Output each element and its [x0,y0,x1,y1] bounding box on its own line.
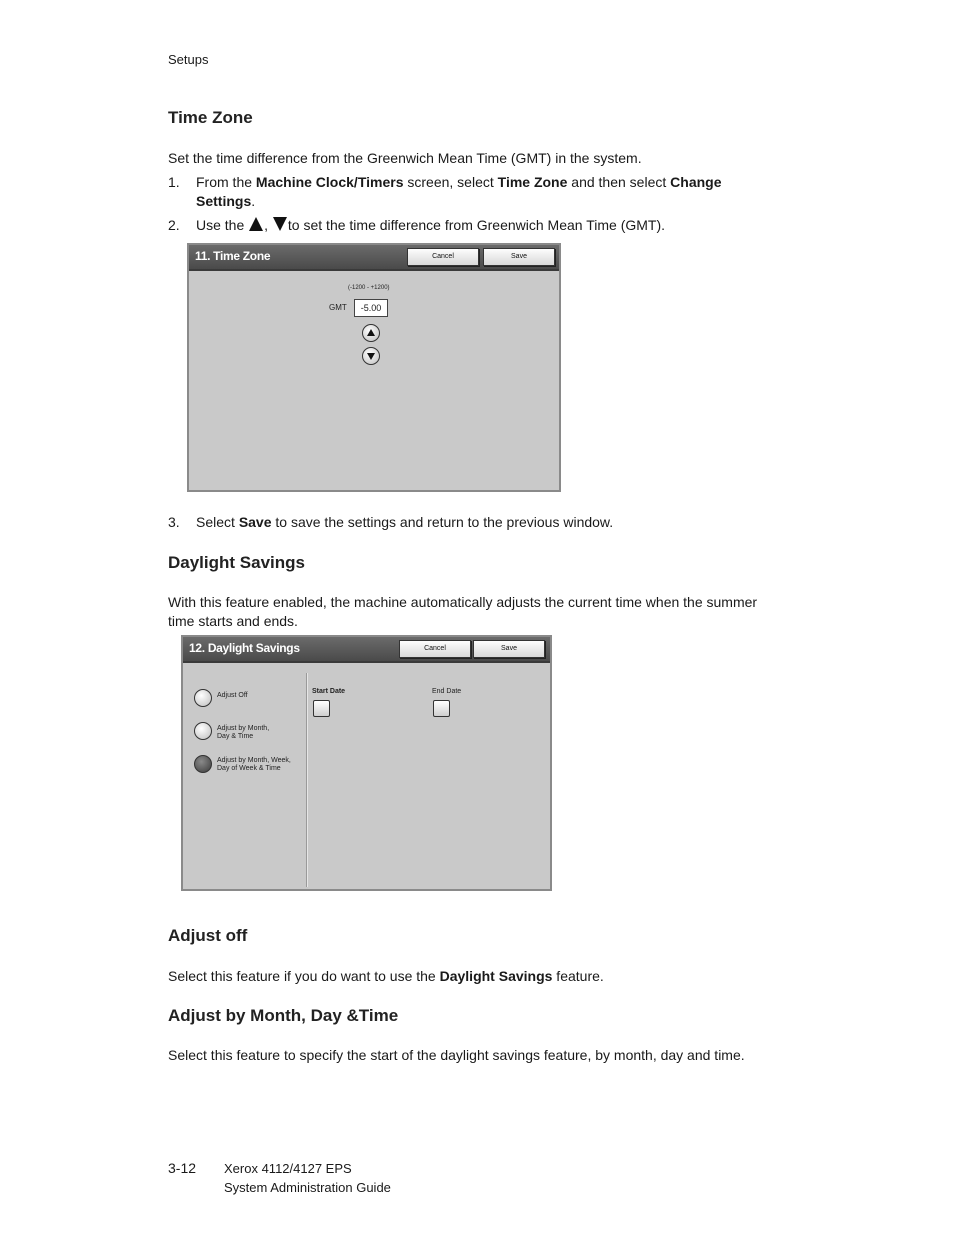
screen-title-bar [183,637,550,663]
panel-divider [306,673,307,887]
product-name: Xerox 4112/4127 EPS [224,1161,352,1176]
gmt-value-field[interactable]: -5.00 [354,299,388,317]
guide-name: System Administration Guide [224,1180,391,1195]
step-text: Use the , to set the time difference from Greenwich Mean Time (GMT). [196,217,666,233]
down-arrow-icon [366,351,376,361]
daylight-savings-screen [181,635,552,891]
cancel-button[interactable]: Cancel [399,640,471,658]
cancel-button[interactable]: Cancel [407,248,479,266]
gmt-label: GMT [329,303,347,312]
adjust-off-text: Select this feature if you do want to use the Daylight Savings feature. [168,968,604,984]
up-arrow-icon [366,328,376,338]
step-text: Select Save to save the settings and return to the previous window. [196,514,614,530]
end-date-label: End Date [432,688,462,695]
adjust-month-week-radio[interactable] [194,755,212,773]
screen-title-bar [189,245,559,271]
up-arrow-icon [248,216,264,232]
save-button[interactable]: Save [483,248,555,266]
end-date-button[interactable] [433,700,450,717]
time-zone-intro: Set the time difference from the Greenwich Mean Time (GMT) in the system. [168,150,642,166]
step-number: 2. [168,217,180,233]
option-label: Adjust by Month, Week, [217,757,291,764]
page-number: 3-12 [168,1160,197,1176]
start-date-button[interactable] [313,700,330,717]
adjust-off-radio[interactable] [194,689,212,707]
increment-button[interactable] [362,324,380,342]
time-zone-heading: Time Zone [168,108,253,127]
daylight-savings-intro: With this feature enabled, the machine automatically adjusts the current time when the summer time starts and ends. [168,594,758,629]
step-text: From the Machine Clock/Timers screen, select Time Zone and then select Change Settings. [196,174,722,209]
option-label: Adjust Off [217,692,248,699]
option-label: Adjust by Month, [217,725,270,732]
adjust-month-day-time-radio[interactable] [194,722,212,740]
save-button[interactable]: Save [473,640,545,658]
step-number: 1. [168,174,180,190]
option-label: Day & Time [217,733,254,740]
adjust-month-day-time-heading: Adjust by Month, Day &Time [168,1006,399,1025]
time-zone-screen [187,243,561,492]
down-arrow-icon [272,216,288,232]
decrement-button[interactable] [362,347,380,365]
adjust-off-heading: Adjust off [168,926,248,945]
range-hint: (-1200 - +1200) [348,285,390,291]
running-head: Setups [168,52,209,67]
daylight-savings-heading: Daylight Savings [168,553,305,572]
screen-title: 12. Daylight Savings [189,641,300,655]
screen-title: 11. Time Zone [195,249,271,263]
step-number: 3. [168,514,180,530]
adjust-month-day-time-text: Select this feature to specify the start of the daylight savings feature, by month, day and time. [168,1047,745,1063]
option-label: Day of Week & Time [217,765,281,772]
start-date-label: Start Date [312,688,346,695]
